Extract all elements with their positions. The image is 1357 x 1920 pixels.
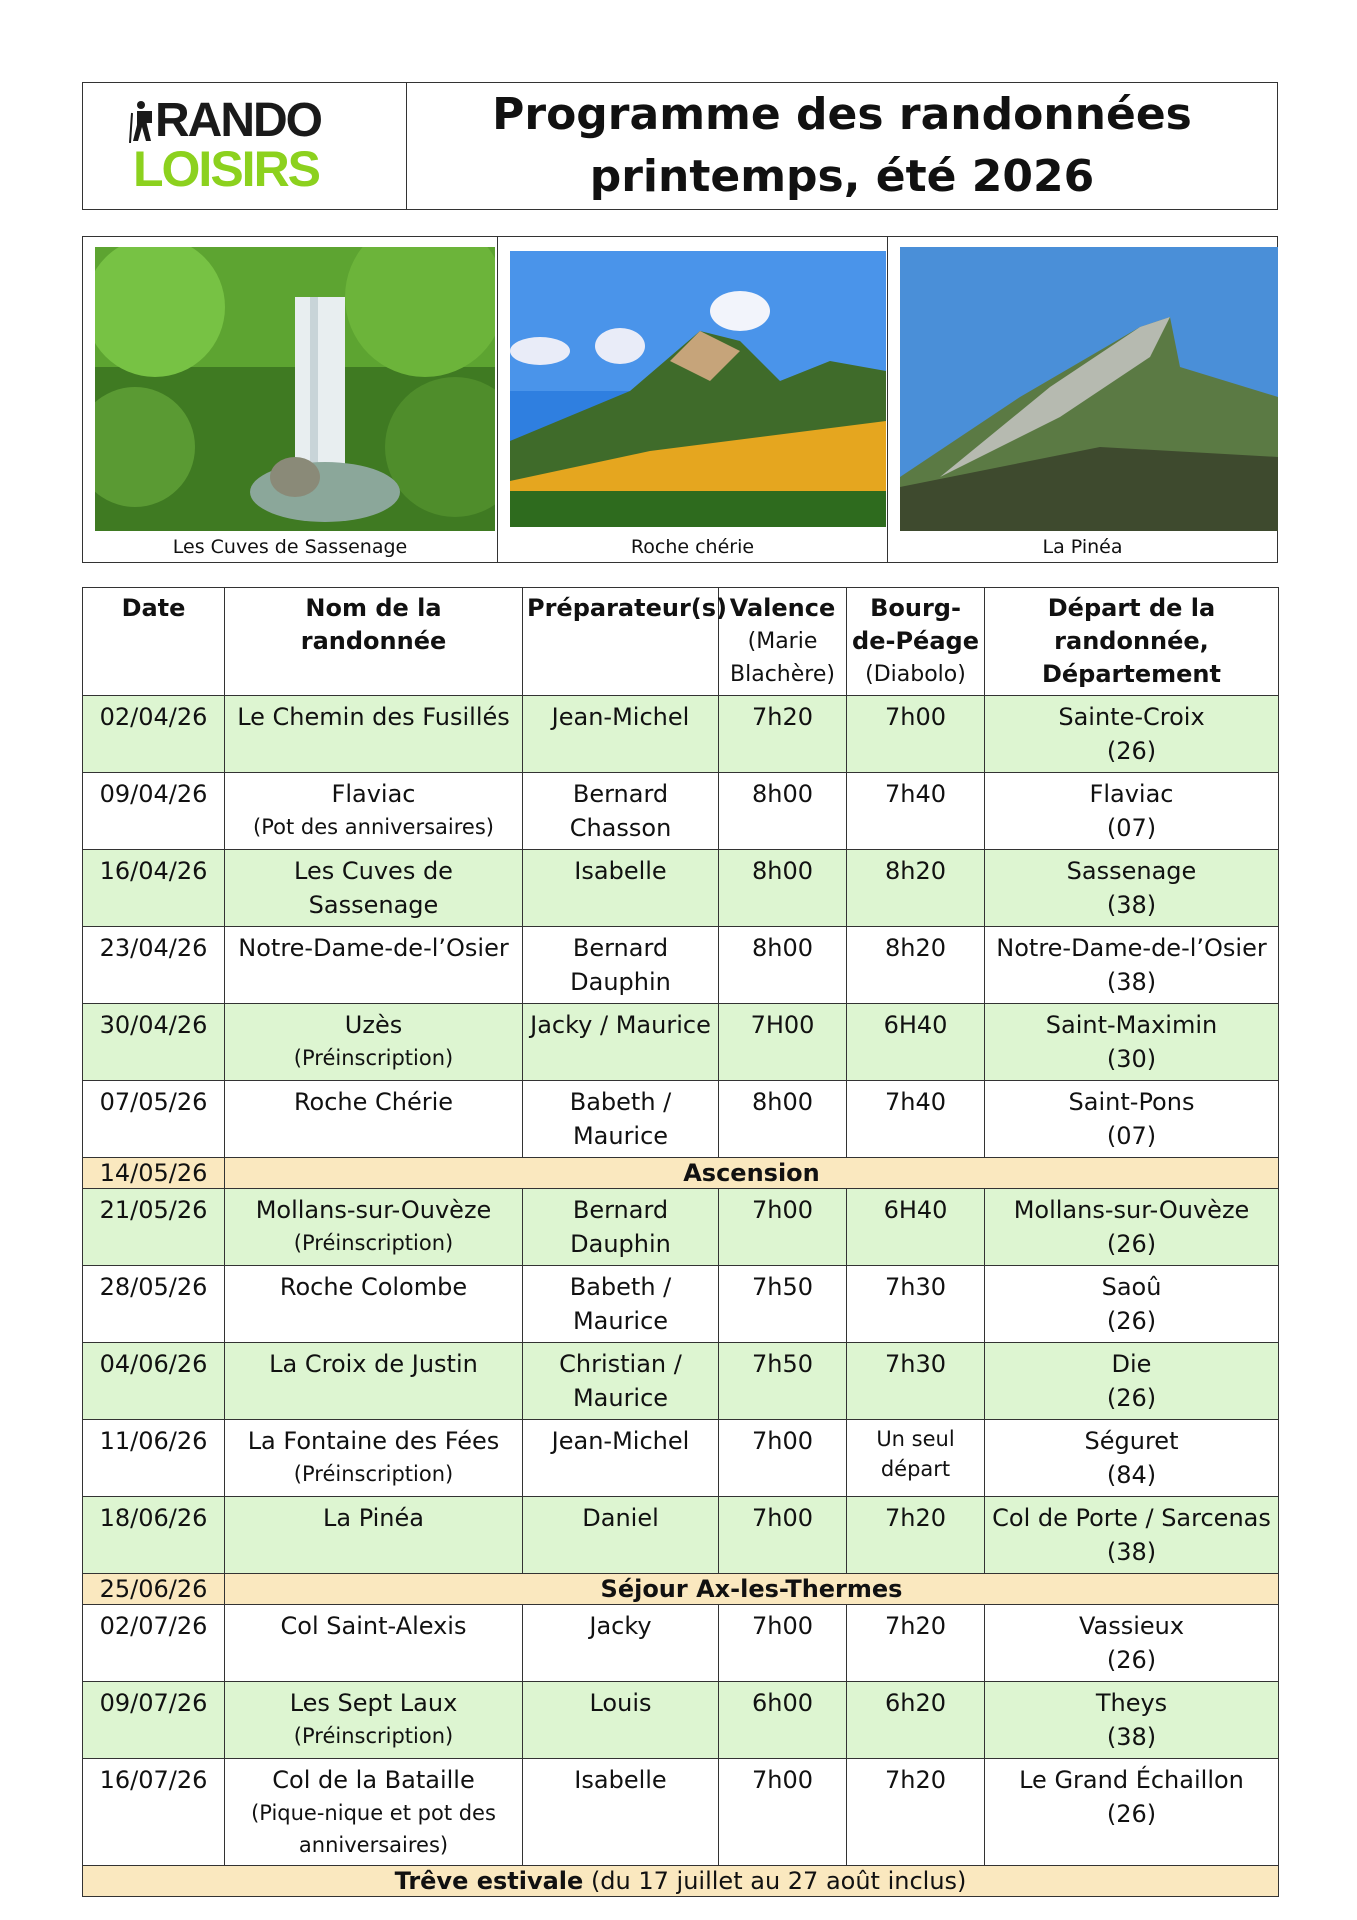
preparer-cell: Isabelle <box>523 850 719 927</box>
title-line1: Programme des randonnées <box>492 89 1192 140</box>
preparer-cell: Christian / Maurice <box>523 1343 719 1420</box>
date-cell: 02/04/26 <box>83 696 225 773</box>
preparer-cell: Jacky / Maurice <box>523 1004 719 1081</box>
hiker-icon <box>127 99 153 143</box>
bourg-cell: 8h20 <box>847 927 985 1004</box>
bourg-cell: 7h00 <box>847 696 985 773</box>
mountain-peak-photo <box>900 247 1278 531</box>
bourg-cell: 7h20 <box>847 1759 985 1866</box>
preparer-cell: Babeth / Maurice <box>523 1081 719 1158</box>
name-cell: Roche Colombe <box>225 1266 523 1343</box>
bourg-cell: 8h20 <box>847 850 985 927</box>
preparer-cell: Daniel <box>523 1497 719 1574</box>
date-cell: 14/05/26 <box>83 1158 225 1189</box>
name-cell: Roche Chérie <box>225 1081 523 1158</box>
col-depart: Départ de la randonnée, Département <box>985 588 1279 696</box>
name-cell: Le Chemin des Fusillés <box>225 696 523 773</box>
bourg-cell: 7h40 <box>847 773 985 850</box>
name-cell: La Croix de Justin <box>225 1343 523 1420</box>
event-cell: Ascension <box>225 1158 1279 1189</box>
preparer-cell: Jacky <box>523 1605 719 1682</box>
name-cell: Les Cuves de Sassenage <box>225 850 523 927</box>
valence-cell: 8h00 <box>719 850 847 927</box>
table-row <box>83 1343 1279 1420</box>
table-row <box>83 696 1279 773</box>
bourg-cell: 7h20 <box>847 1497 985 1574</box>
preparer-cell: Bernard Chasson <box>523 773 719 850</box>
bourg-cell: 6H40 <box>847 1189 985 1266</box>
table-row <box>83 1004 1279 1081</box>
col-date: Date <box>83 588 225 696</box>
mountain-field-photo <box>510 251 886 527</box>
depart-cell: Die (26) <box>985 1343 1279 1420</box>
preparer-cell: Bernard Dauphin <box>523 927 719 1004</box>
date-cell: 09/04/26 <box>83 773 225 850</box>
name-cell: Col Saint-Alexis <box>225 1605 523 1682</box>
name-cell: Mollans-sur-Ouvèze (Préinscription) <box>225 1189 523 1266</box>
schedule-table <box>82 587 1279 1897</box>
table-header-row <box>83 588 1279 696</box>
bourg-cell: 7h40 <box>847 1081 985 1158</box>
preparer-cell: Bernard Dauphin <box>523 1189 719 1266</box>
name-cell: Uzès (Préinscription) <box>225 1004 523 1081</box>
valence-cell: 7h50 <box>719 1266 847 1343</box>
name-cell: La Pinéa <box>225 1497 523 1574</box>
table-row <box>83 1081 1279 1158</box>
waterfall-photo <box>95 247 495 531</box>
logo <box>83 83 407 209</box>
valence-cell: 7H00 <box>719 1004 847 1081</box>
bourg-cell: 7h20 <box>847 1605 985 1682</box>
col-name: Nom de la randonnée <box>225 588 523 696</box>
date-cell: 23/04/26 <box>83 927 225 1004</box>
photo-strip <box>82 236 1278 563</box>
depart-cell: Flaviac (07) <box>985 773 1279 850</box>
name-cell: Notre-Dame-de-l’Osier <box>225 927 523 1004</box>
depart-cell: Le Grand Échaillon (26) <box>985 1759 1279 1866</box>
date-cell: 21/05/26 <box>83 1189 225 1266</box>
valence-cell: 7h00 <box>719 1420 847 1497</box>
depart-cell: Theys (38) <box>985 1682 1279 1759</box>
preparer-cell: Louis <box>523 1682 719 1759</box>
table-row <box>83 773 1279 850</box>
depart-cell: Saint-Maximin (30) <box>985 1004 1279 1081</box>
valence-cell: 7h00 <box>719 1759 847 1866</box>
bourg-cell: 7h30 <box>847 1266 985 1343</box>
title-line2: printemps, été 2026 <box>589 151 1095 202</box>
valence-cell: 7h00 <box>719 1497 847 1574</box>
preparer-cell: Babeth / Maurice <box>523 1266 719 1343</box>
table-row <box>83 1497 1279 1574</box>
depart-cell: Saoû (26) <box>985 1266 1279 1343</box>
depart-cell: Sassenage (38) <box>985 850 1279 927</box>
date-cell: 11/06/26 <box>83 1420 225 1497</box>
event-cell: Séjour Ax-les-Thermes <box>225 1574 1279 1605</box>
date-cell: 02/07/26 <box>83 1605 225 1682</box>
summer-break-row: Trêve estivale (du 17 juillet au 27 août inclus) <box>83 1866 1279 1897</box>
depart-cell: Col de Porte / Sarcenas (38) <box>985 1497 1279 1574</box>
valence-cell: 8h00 <box>719 927 847 1004</box>
photo-caption: Les Cuves de Sassenage <box>172 536 408 558</box>
date-cell: 16/04/26 <box>83 850 225 927</box>
table-row <box>83 850 1279 927</box>
depart-cell: Vassieux (26) <box>985 1605 1279 1682</box>
valence-cell: 6h00 <box>719 1682 847 1759</box>
photo-caption: La Pinéa <box>1042 536 1123 558</box>
date-cell: 04/06/26 <box>83 1343 225 1420</box>
photo-cell-3 <box>887 237 1277 562</box>
date-cell: 18/06/26 <box>83 1497 225 1574</box>
valence-cell: 7h00 <box>719 1189 847 1266</box>
table-row <box>83 1420 1279 1497</box>
header <box>82 82 1278 210</box>
valence-cell: 7h00 <box>719 1605 847 1682</box>
photo-caption: Roche chérie <box>630 536 755 558</box>
bourg-cell: Un seul départ <box>847 1420 985 1497</box>
event-row <box>83 1158 1279 1189</box>
name-cell: Flaviac (Pot des anniversaires) <box>225 773 523 850</box>
page-title <box>407 83 1277 209</box>
table-row <box>83 1759 1279 1866</box>
depart-cell: Mollans-sur-Ouvèze (26) <box>985 1189 1279 1266</box>
table-row <box>83 1189 1279 1266</box>
valence-cell: 7h20 <box>719 696 847 773</box>
date-cell: 25/06/26 <box>83 1574 225 1605</box>
table-row <box>83 1605 1279 1682</box>
date-cell: 09/07/26 <box>83 1682 225 1759</box>
bourg-cell: 6H40 <box>847 1004 985 1081</box>
col-valence: Valence (Marie Blachère) <box>719 588 847 696</box>
valence-cell: 8h00 <box>719 773 847 850</box>
depart-cell: Notre-Dame-de-l’Osier (38) <box>985 927 1279 1004</box>
date-cell: 30/04/26 <box>83 1004 225 1081</box>
photo-cell-1 <box>83 237 497 562</box>
date-cell: 07/05/26 <box>83 1081 225 1158</box>
name-cell: Les Sept Laux (Préinscription) <box>225 1682 523 1759</box>
logo-line1: RANDO <box>155 94 321 147</box>
depart-cell: Séguret (84) <box>985 1420 1279 1497</box>
event-row <box>83 1574 1279 1605</box>
table-row <box>83 1682 1279 1759</box>
depart-cell: Saint-Pons (07) <box>985 1081 1279 1158</box>
bourg-cell: 7h30 <box>847 1343 985 1420</box>
table-row <box>83 1266 1279 1343</box>
preparer-cell: Isabelle <box>523 1759 719 1866</box>
preparer-cell: Jean-Michel <box>523 696 719 773</box>
date-cell: 28/05/26 <box>83 1266 225 1343</box>
col-bourg: Bourg-de-Péage (Diabolo) <box>847 588 985 696</box>
valence-cell: 7h50 <box>719 1343 847 1420</box>
preparer-cell: Jean-Michel <box>523 1420 719 1497</box>
bourg-cell: 6h20 <box>847 1682 985 1759</box>
table-row <box>83 927 1279 1004</box>
col-preparer: Préparateur(s) <box>523 588 719 696</box>
date-cell: 16/07/26 <box>83 1759 225 1866</box>
valence-cell: 8h00 <box>719 1081 847 1158</box>
name-cell: La Fontaine des Fées (Préinscription) <box>225 1420 523 1497</box>
logo-line2: LOISIRS <box>133 141 320 197</box>
depart-cell: Sainte-Croix (26) <box>985 696 1279 773</box>
photo-cell-2 <box>497 237 887 562</box>
name-cell: Col de la Bataille (Pique-nique et pot des anniversaires) <box>225 1759 523 1866</box>
